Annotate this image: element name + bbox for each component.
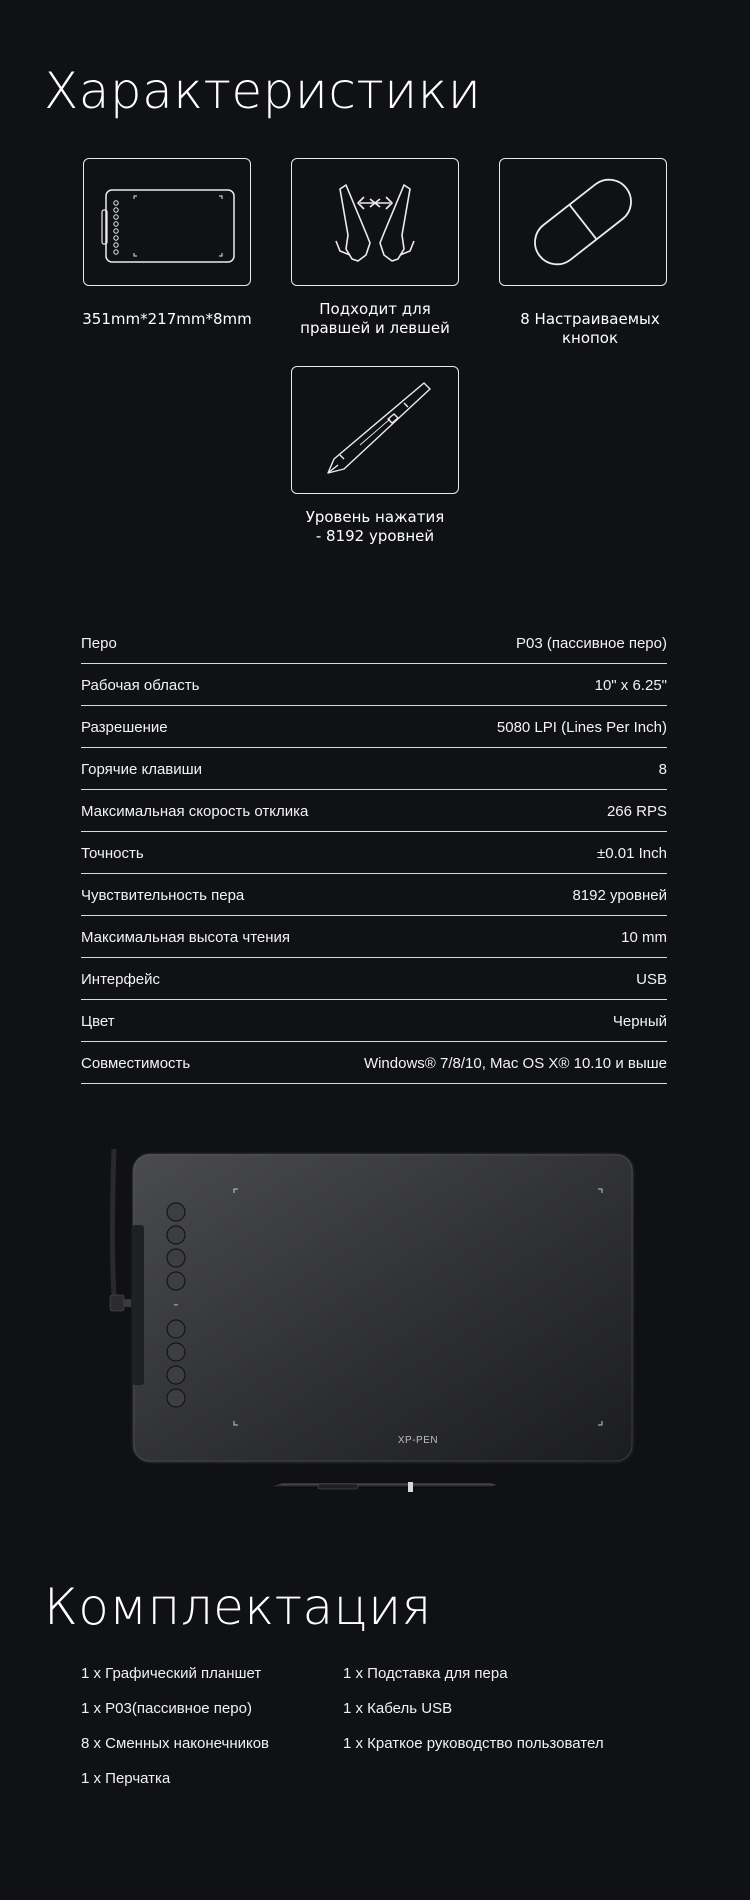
feature-pressure <box>290 366 460 546</box>
feature-hand-label: Подходит для правшей и левшей <box>300 300 450 337</box>
spec-row <box>81 832 667 874</box>
brand-logo: XP-PEN <box>397 1435 439 1446</box>
spec-row <box>81 1000 667 1042</box>
feature-size-label: 351mm*217mm*8mm <box>82 310 252 328</box>
spec-row <box>81 664 667 706</box>
spec-row <box>81 1042 667 1084</box>
feature-pressure-label: Уровень нажатия - 8192 уровней <box>305 508 445 545</box>
spec-value: P03 (пассивное перо) <box>516 635 667 652</box>
stylus-pen-icon <box>291 366 459 494</box>
spec-row <box>81 748 667 790</box>
spec-key: Рабочая область <box>81 677 200 694</box>
spec-key: Интерфейс <box>81 971 161 988</box>
spec-key: Максимальная скорость отклика <box>81 803 309 820</box>
left-right-hands-icon <box>291 158 459 286</box>
feature-hand <box>290 158 460 338</box>
tablet-outline-icon <box>83 158 251 286</box>
feature-buttons-label: 8 Настраиваемых кнопок <box>520 310 660 347</box>
product-image <box>100 1145 650 1505</box>
spec-value: 10" x 6.25" <box>594 677 667 694</box>
spec-value: 8192 уровней <box>572 887 667 904</box>
list-item: 8 x Сменных наконечников <box>81 1735 270 1752</box>
specs-table <box>81 622 667 1084</box>
list-item: 1 x Перчатка <box>81 1770 171 1787</box>
list-item: 1 x Графический планшет <box>81 1665 262 1682</box>
spec-row <box>81 874 667 916</box>
spec-row <box>81 622 667 664</box>
feature-size <box>82 158 252 329</box>
spec-key: Чувствительность пера <box>81 887 245 904</box>
spec-value: 10 mm <box>621 929 667 946</box>
spec-key: Горячие клавиши <box>81 761 203 778</box>
spec-value: 8 <box>658 761 667 778</box>
spec-value: USB <box>636 971 667 988</box>
spec-value: Windows® 7/8/10, Mac OS X® 10.10 и выше <box>363 1055 667 1072</box>
specs-title: Характеристики <box>44 62 482 120</box>
spec-value: 266 RPS <box>606 803 667 820</box>
spec-value: 5080 LPI (Lines Per Inch) <box>496 719 667 736</box>
spec-key: Совместимость <box>81 1055 191 1072</box>
kit-title: Комплектация <box>44 1578 432 1636</box>
spec-key: Цвет <box>81 1013 115 1030</box>
feature-buttons <box>498 158 668 348</box>
spec-row <box>81 958 667 1000</box>
spec-row <box>81 916 667 958</box>
list-item: 1 x P03(пассивное перо) <box>81 1700 252 1717</box>
capsule-button-icon <box>499 158 667 286</box>
spec-row <box>81 706 667 748</box>
list-item: 1 x Подставка для пера <box>343 1665 508 1682</box>
spec-row <box>81 790 667 832</box>
kit-column-right <box>343 1664 604 1769</box>
spec-key: Перо <box>81 635 117 652</box>
spec-key: Точность <box>81 845 144 862</box>
spec-key: Максимальная высота чтения <box>81 929 291 946</box>
list-item: 1 x Краткое руководство пользовател <box>343 1735 604 1752</box>
spec-key: Разрешение <box>81 719 168 736</box>
spec-value: Черный <box>612 1013 667 1030</box>
kit-column-left <box>81 1664 269 1804</box>
list-item: 1 x Кабель USB <box>343 1700 453 1717</box>
spec-value: ±0.01 Inch <box>597 845 667 862</box>
